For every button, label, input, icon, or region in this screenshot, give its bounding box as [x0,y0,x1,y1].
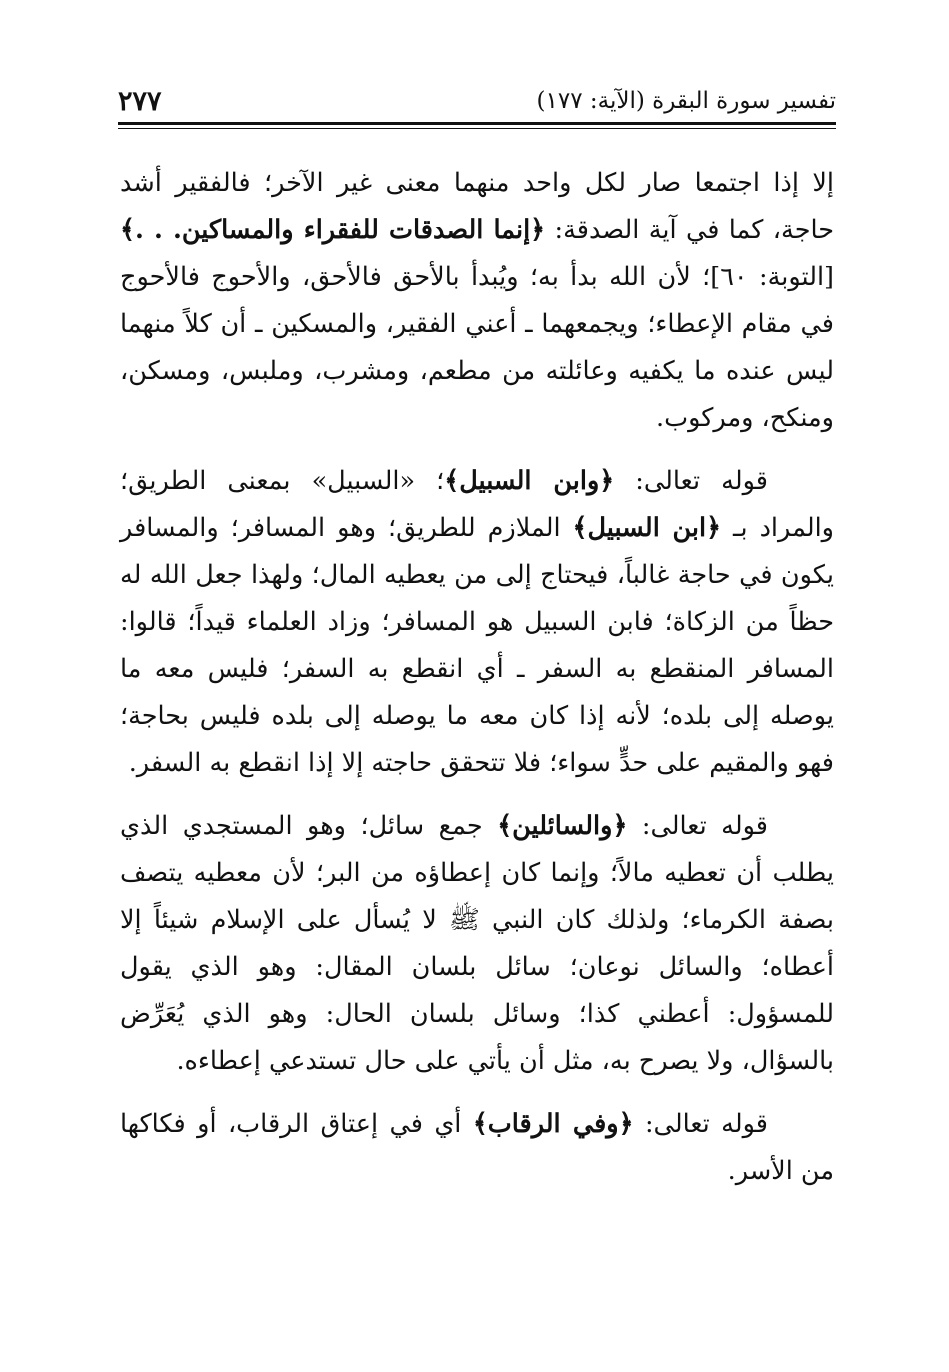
paragraph-beggars [120,803,834,1085]
paragraph-text: قوله تعالى: [614,466,768,496]
page-header [118,86,836,122]
paragraph-text: قوله تعالى: [627,811,768,841]
paragraph-text: ؛ «السبيل» بمعنى الطريق؛ والمراد بـ [120,466,834,543]
paragraph-slaves [120,1101,834,1195]
paragraph-text: [التوبة: ٦٠]؛ لأن الله بدأ به؛ ويُبدأ بالأحق فالأحق، والأحوج فالأحوج في مقام الإعطاء؛ ويجمعهما ـ أعني الفقير، والمسكين ـ أن كلاً منهما ليس عنده ما يكفيه وعائلته من مطعم، ومشرب، وملبس، ومسكن، ومنكح، ومركوب. [120,262,835,433]
quran-quote: ﴿ابن السبيل﴾ [572,513,722,543]
paragraph-text: أي في إعتاق الرقاب، أو فكاكها من الأسر. [120,1109,834,1186]
paragraph-text: الملازم للطريق؛ وهو المسافر؛ والمسافر يكون في حاجة غالباً، فيحتاج إلى من يعطيه المال؛ ولهذا جعل الله له حظاً من الزكاة؛ فابن السبيل هو المسافر؛ وزاد العلماء قيداً؛ قالوا: المسافر المنقطع به السفر ـ أي انقطع به السفر؛ فليس معه ما يوصله إلى بلده؛ لأنه إذا كان معه ما يوصله إلى بلده فليس بحاجة؛ فهو والمقيم على حدٍّ سواء؛ فلا تتحقق حاجته إلا إذا انقطع به السفر. [120,513,834,778]
quran-quote: ﴿وابن السبيل﴾ [444,466,615,496]
page-number: ٢٧٧ [118,86,162,117]
paragraph-text: إلا إذا اجتمعا صار لكل واحد منهما معنى غير الآخر؛ فالفقير أشد حاجة، كما في آية الصدقة: [120,168,835,245]
header-rule-thin [118,128,836,129]
paragraph-wayfarer [120,458,834,787]
quran-quote: ﴿إنما الصدقات للفقراء والمساكين. . .﴾ [120,215,546,245]
quran-quote: ﴿والسائلين﴾ [497,811,628,841]
quran-quote: ﴿وفي الرقاب﴾ [472,1109,634,1139]
body-text [120,160,834,1195]
header-rule-thick [118,122,836,125]
paragraph-text: جمع سائل؛ وهو المستجدي الذي يطلب أن تعطيه مالاً؛ وإنما كان إعطاؤه من البر؛ لأن معطيه يتصف بصفة الكرماء؛ ولذلك كان النبي ﷺ لا يُسأل على الإسلام شيئاً إلا أعطاه؛ والسائل نوعان؛ سائل بلسان المقال: وهو الذي يقول للمسؤول: أعطني كذا؛ وسائل بلسان الحال: وهو الذي يُعَرِّض بالسؤال، ولا يصرح به، مثل أن يأتي على حال تستدعي إعطاءه. [120,811,834,1076]
running-title: تفسير سورة البقرة (الآية: ١٧٧) [536,88,836,114]
paragraph-poor-and-needy [120,160,834,442]
paragraph-text: قوله تعالى: [633,1109,768,1139]
